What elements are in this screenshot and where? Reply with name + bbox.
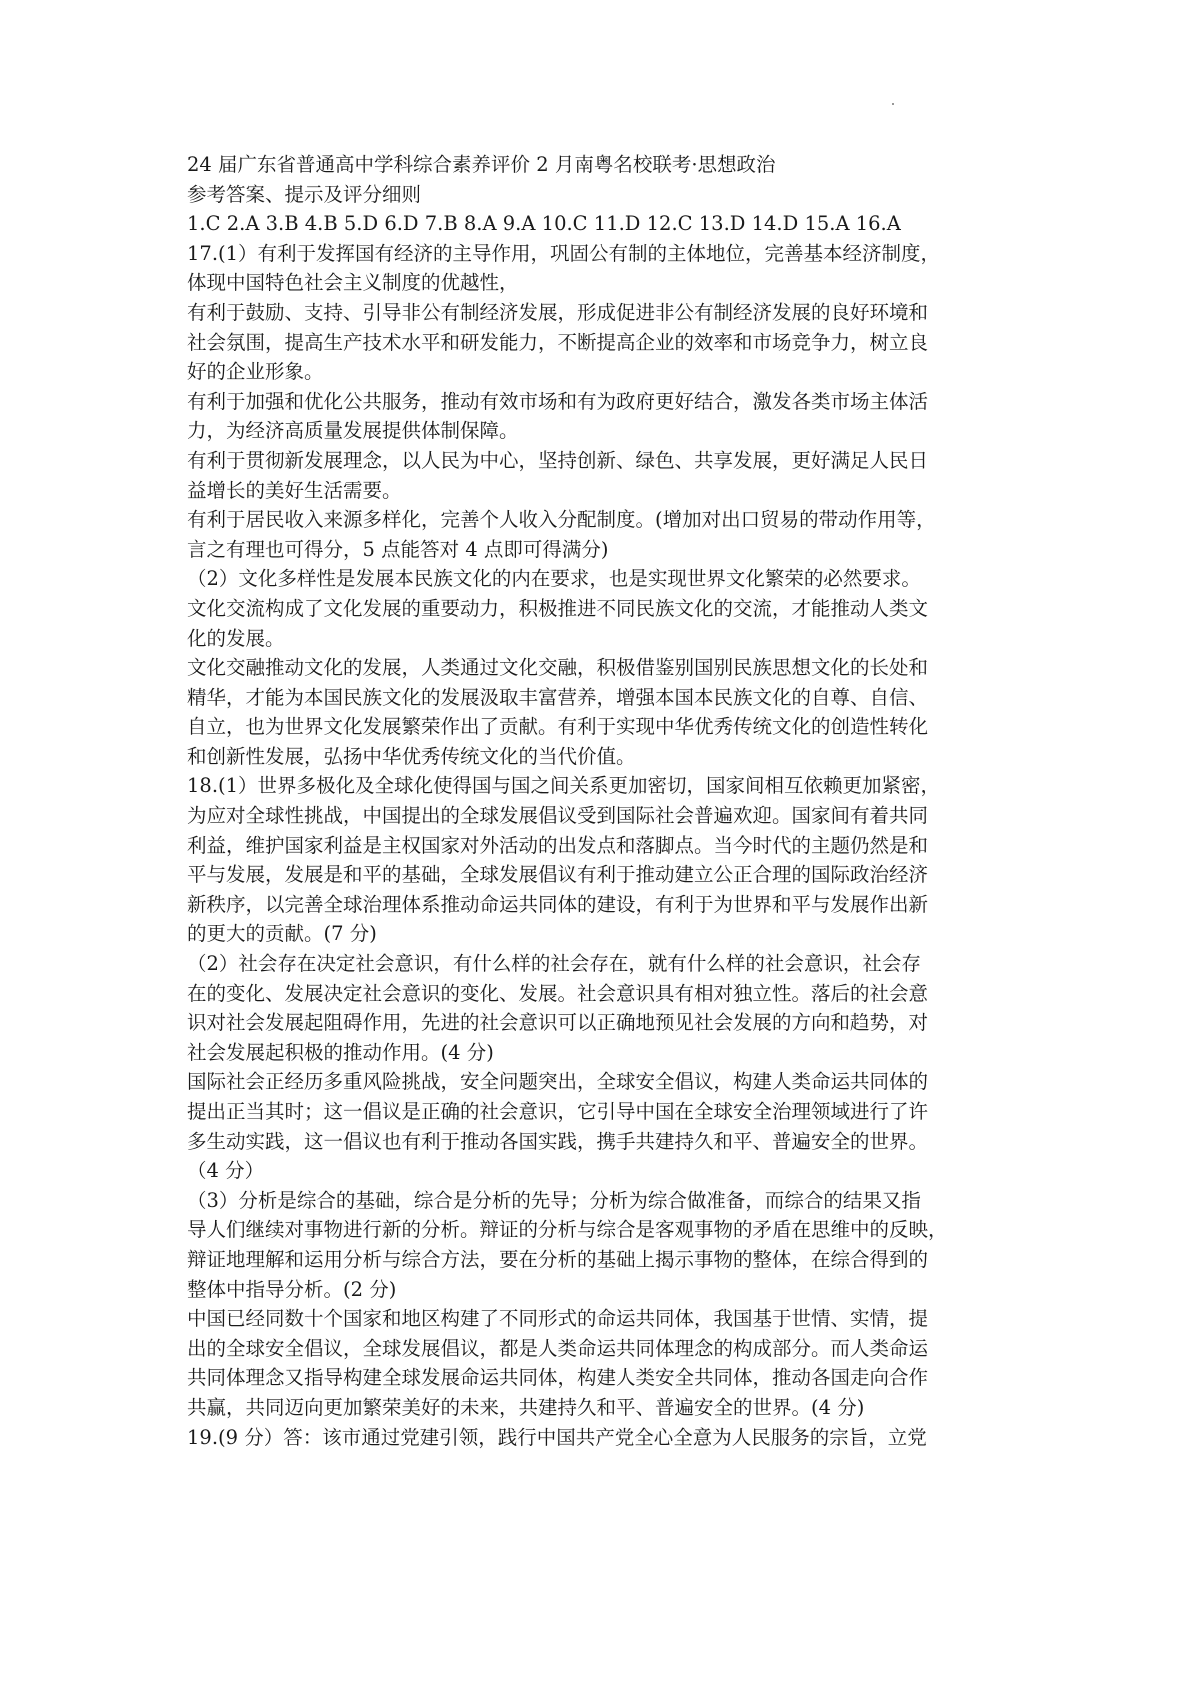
text-line: 辩证地理解和运用分析与综合方法，要在分析的基础上揭示事物的整体，在综合得到的 [187, 1247, 929, 1271]
text-line: 1.C 2.A 3.B 4.B 5.D 6.D 7.B 8.A 9.A 10.C 11.D 12.C 13.D 14.D 15.A 16.A [187, 212, 901, 236]
scan-speck [892, 103, 894, 105]
text-line: 文化交融推动文化的发展，人类通过文化交融，积极借鉴别国别民族思想文化的长处和 [187, 656, 929, 680]
document-title: 24 届广东省普通高中学科综合素养评价 2 月南粤名校联考·思想政治 [187, 153, 776, 176]
text-line: 共同体理念又指导构建全球发展命运共同体，构建人类安全共同体，推动各国走向合作 [187, 1366, 929, 1390]
text-line: 化的发展。 [187, 626, 285, 650]
text-line: 导人们继续对事物进行新的分析。辩证的分析与综合是客观事物的矛盾在思维中的反映， [187, 1218, 948, 1242]
text-line: 中国已经同数十个国家和地区构建了不同形式的命运共同体，我国基于世情、实情，提 [187, 1307, 929, 1331]
text-line: 在的变化、发展决定社会意识的变化、发展。社会意识具有相对独立性。落后的社会意 [187, 981, 929, 1005]
text-line: 多生动实践，这一倡议也有利于推动各国实践，携手共建持久和平、普遍安全的世界。 [187, 1129, 929, 1153]
text-line: 18.(1）世界多极化及全球化使得国与国之间关系更加密切，国家间相互依赖更加紧密， [187, 774, 941, 798]
text-line: 国际社会正经历多重风险挑战，安全问题突出，全球安全倡议，构建人类命运共同体的 [187, 1070, 929, 1094]
text-line: 整体中指导分析。(2 分) [187, 1277, 397, 1301]
text-line: 有利于贯彻新发展理念，以人民为中心，坚持创新、绿色、共享发展，更好满足人民日 [187, 448, 929, 472]
text-line: 19.(9 分）答：该市通过党建引领，践行中国共产党全心全意为人民服务的宗旨，立党 [187, 1425, 927, 1449]
text-line: 力，为经济高质量发展提供体制保障。 [187, 419, 519, 443]
text-line: 识对社会发展起阻碍作用，先进的社会意识可以正确地预见社会发展的方向和趋势，对 [187, 1011, 929, 1035]
text-line: 17.(1）有利于发挥国有经济的主导作用，巩固公有制的主体地位，完善基本经济制度， [187, 241, 941, 265]
text-line: （2）文化多样性是发展本民族文化的内在要求，也是实现世界文化繁荣的必然要求。 [187, 567, 921, 591]
text-line: （4 分） [187, 1159, 265, 1183]
document-subtitle: 参考答案、提示及评分细则 [187, 182, 422, 206]
text-line: 体现中国特色社会主义制度的优越性， [187, 271, 519, 295]
text-line: 共赢，共同迈向更加繁荣美好的未来，共建持久和平、普遍安全的世界。(4 分) [187, 1395, 865, 1419]
text-line: 出的全球安全倡议，全球发展倡议，都是人类命运共同体理念的构成部分。而人类命运 [187, 1336, 929, 1360]
text-line: 社会氛围，提高生产技术水平和研发能力，不断提高企业的效率和市场竞争力，树立良 [187, 330, 929, 354]
document-body [187, 209, 1087, 1452]
text-line: 利益，维护国家利益是主权国家对外活动的出发点和落脚点。当今时代的主题仍然是和 [187, 833, 929, 857]
text-line: 精华，才能为本国民族文化的发展汲取丰富营养，增强本国本民族文化的自尊、自信、 [187, 685, 929, 709]
text-line: 有利于鼓励、支持、引导非公有制经济发展，形成促进非公有制经济发展的良好环境和 [187, 300, 929, 324]
text-line: 益增长的美好生活需要。 [187, 478, 402, 502]
text-line: 新秩序，以完善全球治理体系推动命运共同体的建设，有利于为世界和平与发展作出新 [187, 892, 929, 916]
text-line: 平与发展，发展是和平的基础，全球发展倡议有利于推动建立公正合理的国际政治经济 [187, 863, 929, 887]
text-line: 社会发展起积极的推动作用。(4 分) [187, 1040, 494, 1064]
text-line: 好的企业形象。 [187, 360, 324, 384]
text-line: 为应对全球性挑战，中国提出的全球发展倡议受到国际社会普遍欢迎。国家间有着共同 [187, 804, 929, 828]
text-line: （3）分析是综合的基础，综合是分析的先导；分析为综合做准备，而综合的结果又指 [187, 1188, 921, 1212]
text-line: 的更大的贡献。(7 分) [187, 922, 377, 946]
text-line: 和创新性发展，弘扬中华优秀传统文化的当代价值。 [187, 744, 636, 768]
text-line: 自立，也为世界文化发展繁荣作出了贡献。有利于实现中华优秀传统文化的创造性转化 [187, 715, 929, 739]
text-line: （2）社会存在决定社会意识，有什么样的社会存在，就有什么样的社会意识，社会存 [187, 952, 921, 976]
text-line: 文化交流构成了文化发展的重要动力，积极推进不同民族文化的交流，才能推动人类文 [187, 596, 929, 620]
text-line: 有利于居民收入来源多样化，完善个人收入分配制度。(增加对出口贸易的带动作用等， [187, 508, 936, 532]
text-line: 提出正当其时；这一倡议是正确的社会意识，它引导中国在全球安全治理领域进行了许 [187, 1100, 929, 1123]
text-line: 言之有理也可得分，5 点能答对 4 点即可得满分) [187, 537, 609, 561]
text-line: 有利于加强和优化公共服务，推动有效市场和有为政府更好结合，激发各类市场主体活 [187, 389, 929, 413]
answer-key-document [187, 150, 1087, 1452]
